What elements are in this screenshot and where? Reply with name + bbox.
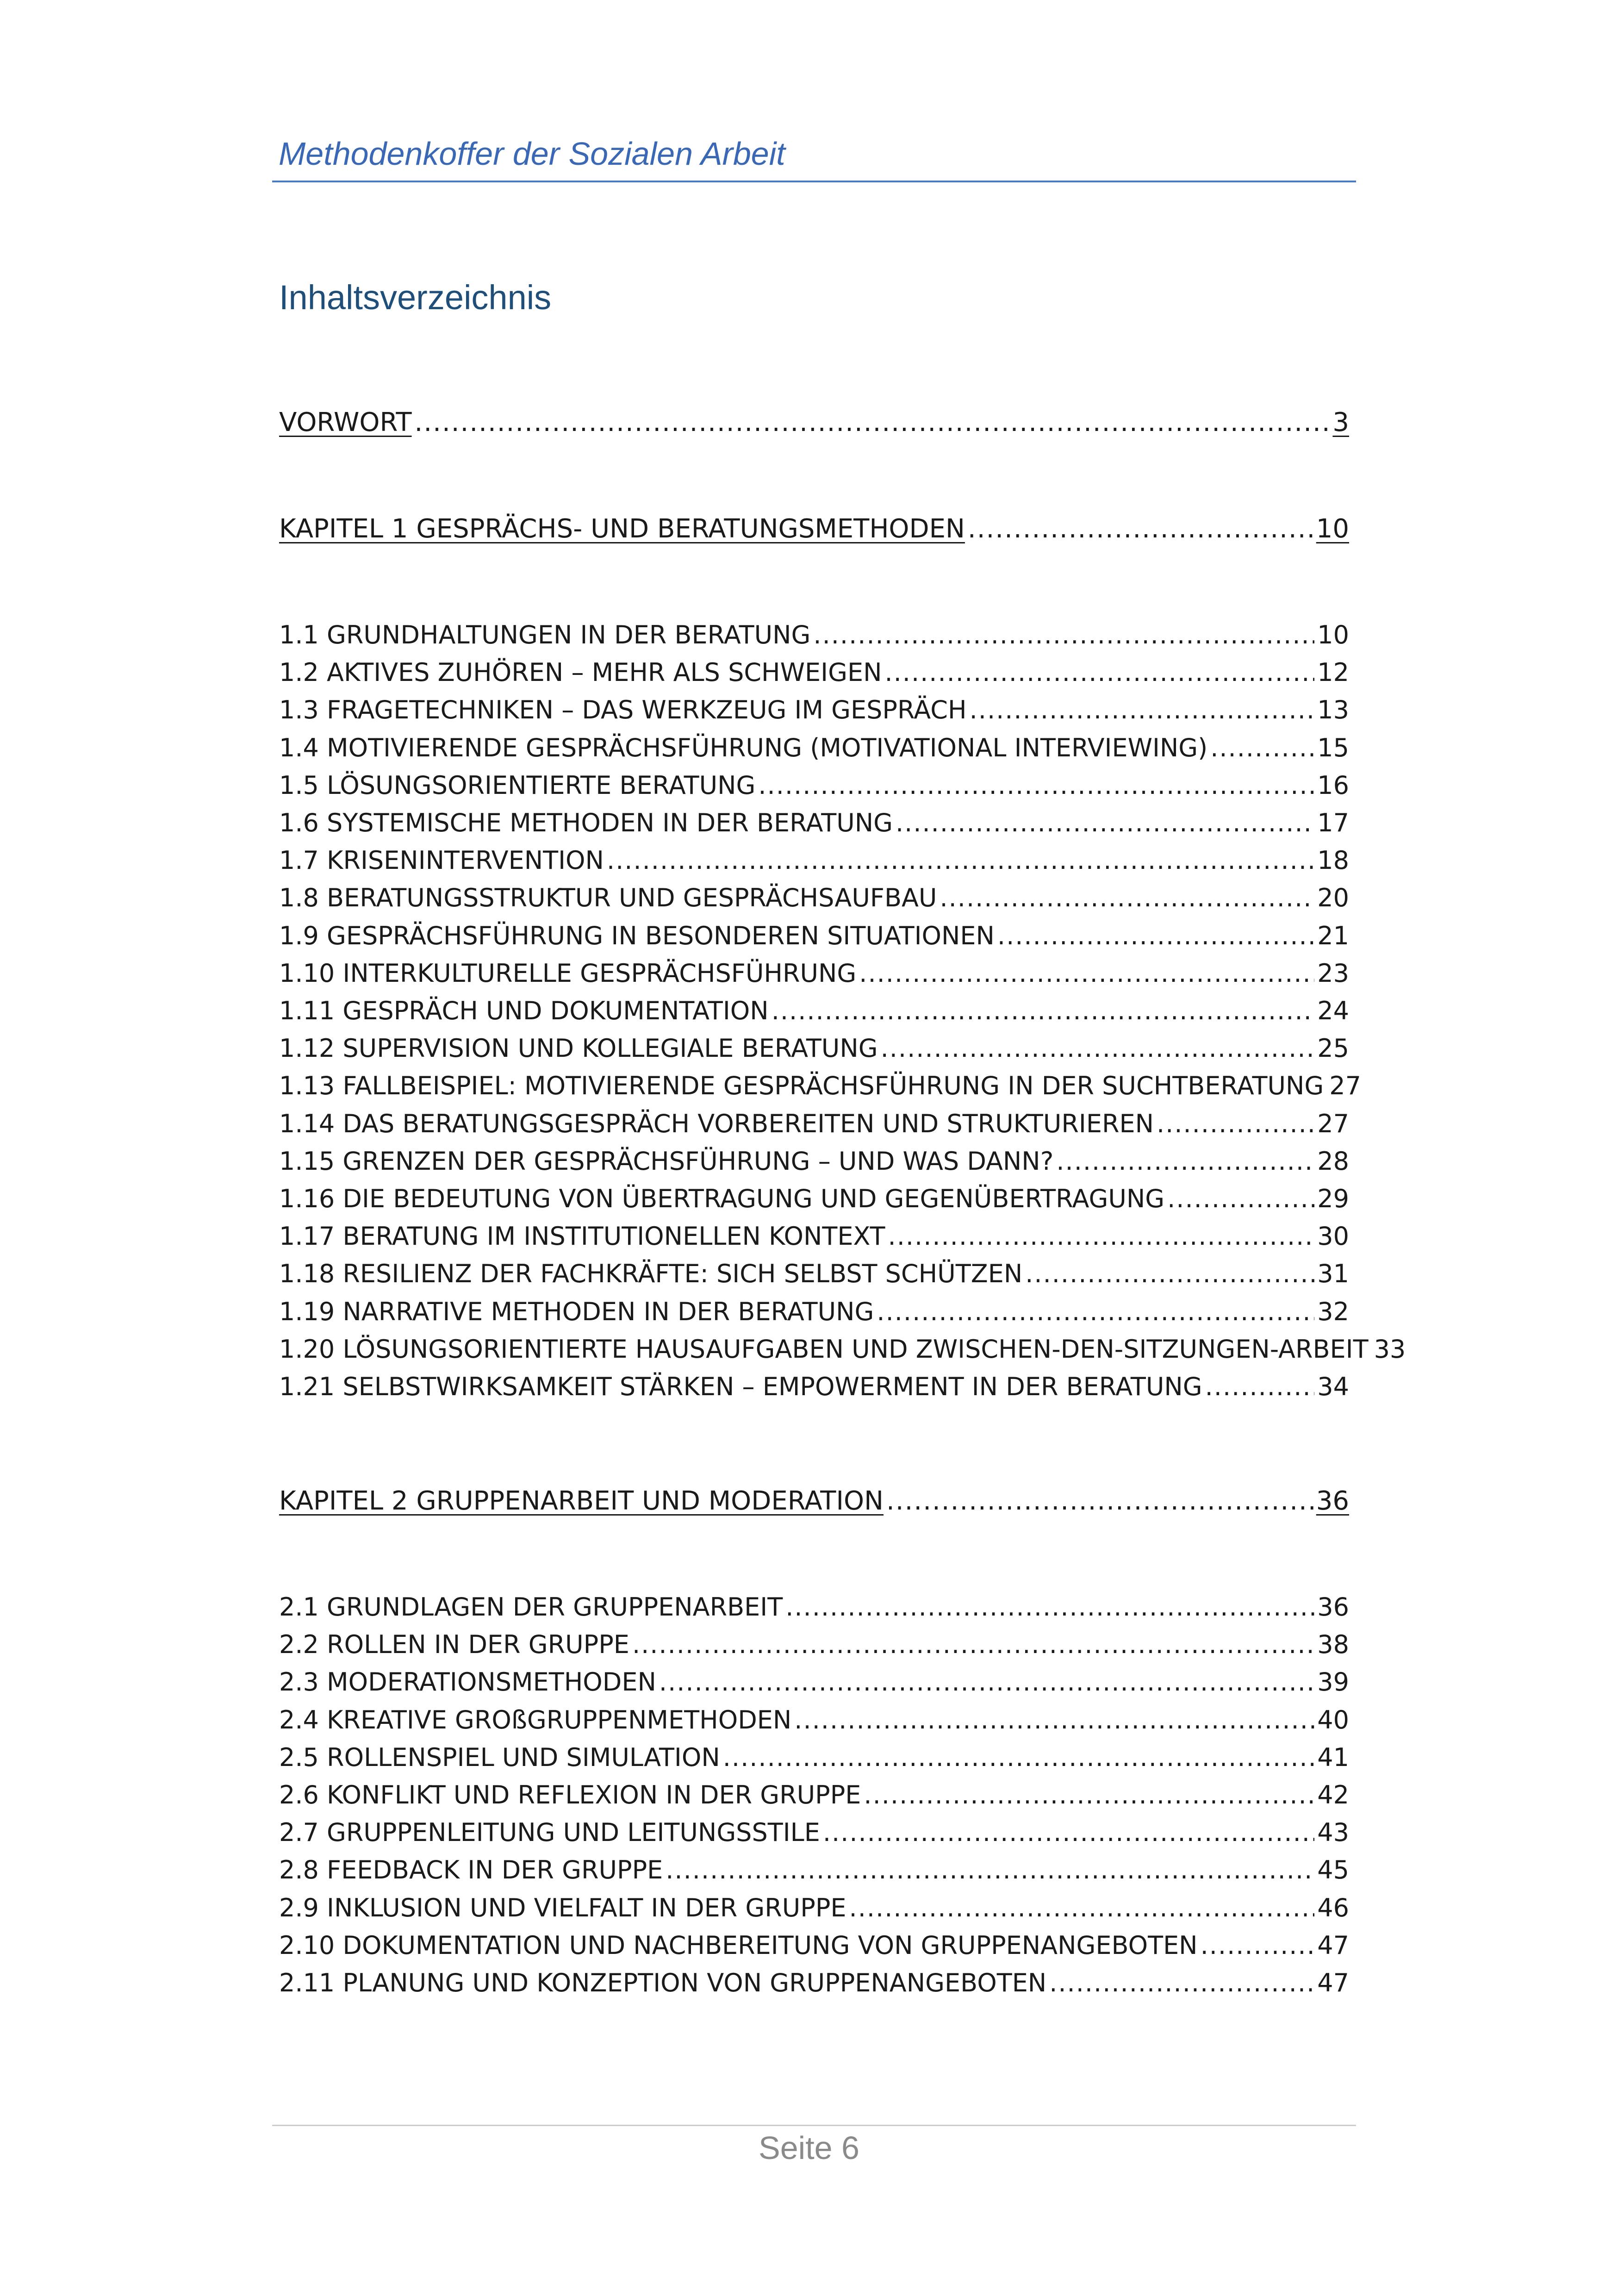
toc-dot-leader — [1210, 733, 1314, 762]
toc-entry-label: 1.2 AKTIVES ZUHÖREN – MEHR ALS SCHWEIGEN — [279, 658, 882, 687]
toc-entry-page: 47 — [1317, 1968, 1349, 1997]
toc-section-entry[interactable] — [279, 771, 1349, 800]
toc-entry-label: 2.1 GRUNDLAGEN DER GRUPPENARBEIT — [279, 1592, 783, 1622]
toc-entry-label: 1.15 GRENZEN DER GESPRÄCHSFÜHRUNG – UND WAS DANN? — [279, 1146, 1054, 1176]
toc-dot-leader — [1025, 1259, 1314, 1288]
toc-entry-page: 12 — [1317, 658, 1349, 687]
header-title: Methodenkoffer der Sozialen Arbeit — [279, 136, 785, 172]
toc-heading: Inhaltsverzeichnis — [279, 278, 552, 317]
toc-entry-label: 1.11 GESPRÄCH UND DOKUMENTATION — [279, 996, 769, 1025]
footer-divider — [272, 2125, 1356, 2126]
toc-section-entry[interactable] — [279, 1705, 1349, 1734]
toc-dot-leader — [884, 658, 1314, 687]
toc-section-entry[interactable] — [279, 959, 1349, 988]
toc-entry-page: 23 — [1317, 958, 1349, 988]
toc-entry-page: 3 — [1332, 407, 1349, 437]
toc-dot-leader — [1049, 1968, 1314, 1997]
toc-dot-leader — [632, 1630, 1314, 1659]
toc-section-entry[interactable] — [279, 1071, 1361, 1101]
toc-entry-page: 36 — [1316, 1486, 1349, 1516]
toc-dot-leader — [940, 883, 1314, 912]
toc-entry-page: 47 — [1317, 1930, 1349, 1960]
page-number: Seite 6 — [759, 2130, 859, 2166]
toc-dot-leader — [823, 1818, 1314, 1847]
toc-dot-leader — [864, 1780, 1314, 1809]
toc-entry-page: 36 — [1317, 1592, 1349, 1622]
toc-entry-page: 39 — [1317, 1667, 1349, 1697]
toc-entry-label: 1.4 MOTIVIERENDE GESPRÄCHSFÜHRUNG (MOTIVATIONAL INTERVIEWING) — [279, 733, 1208, 762]
toc-section-entry[interactable] — [279, 1667, 1349, 1697]
toc-entry-page: 42 — [1317, 1780, 1349, 1809]
toc-section-entry[interactable] — [279, 846, 1349, 875]
toc-entry-page: 45 — [1317, 1855, 1349, 1885]
toc-section-entry[interactable] — [279, 808, 1349, 837]
toc-entry-page: 40 — [1317, 1705, 1349, 1734]
toc-entry-label: KAPITEL 1 GESPRÄCHS- UND BERATUNGSMETHODEN — [279, 514, 965, 544]
toc-dot-leader — [877, 1297, 1314, 1326]
toc-section-entry[interactable] — [279, 1034, 1349, 1063]
toc-chapter-entry[interactable] — [279, 407, 1349, 437]
toc-entry-label: 1.8 BERATUNGSSTRUKTUR UND GESPRÄCHSAUFBAU — [279, 883, 937, 913]
toc-dot-leader — [813, 620, 1314, 649]
toc-dot-leader — [758, 771, 1314, 800]
toc-entry-label: 1.19 NARRATIVE METHODEN IN DER BERATUNG — [279, 1297, 874, 1326]
toc-section-entry[interactable] — [279, 695, 1349, 724]
toc-entry-page: 41 — [1317, 1742, 1349, 1772]
toc-entry-label: 2.2 ROLLEN IN DER GRUPPE — [279, 1630, 629, 1660]
toc-dot-leader — [785, 1592, 1314, 1622]
toc-entry-label: 1.20 LÖSUNGSORIENTIERTE HAUSAUFGABEN UND ZWISCHEN-DEN-SITZUNGEN-ARBEIT — [279, 1334, 1369, 1364]
toc-section-entry[interactable] — [279, 1630, 1349, 1659]
toc-dot-leader — [415, 407, 1330, 437]
toc-entry-label: 2.5 ROLLENSPIEL UND SIMULATION — [279, 1742, 720, 1772]
toc-section-entry[interactable] — [279, 1968, 1349, 1997]
toc-entry-page: 10 — [1317, 620, 1349, 649]
toc-entry-label: 2.3 MODERATIONSMETHODEN — [279, 1667, 656, 1697]
toc-entry-page: 29 — [1317, 1184, 1349, 1213]
toc-dot-leader — [896, 808, 1314, 837]
toc-entry-label: 1.16 DIE BEDEUTUNG VON ÜBERTRAGUNG UND GEGENÜBERTRAGUNG — [279, 1184, 1165, 1213]
toc-entry-page: 16 — [1317, 770, 1349, 800]
toc-entry-label: 1.18 RESILIENZ DER FACHKRÄFTE: SICH SELBST SCHÜTZEN — [279, 1259, 1023, 1289]
toc-entry-page: 13 — [1317, 695, 1349, 725]
toc-dot-leader — [1056, 1147, 1314, 1176]
toc-entry-page: 21 — [1317, 921, 1349, 950]
toc-section-entry[interactable] — [279, 1222, 1349, 1251]
toc-section-entry[interactable] — [279, 1184, 1349, 1213]
toc-dot-leader — [888, 1222, 1315, 1251]
toc-entry-page: 27 — [1329, 1071, 1361, 1101]
toc-section-entry[interactable] — [279, 1147, 1349, 1176]
toc-entry-page: 31 — [1317, 1259, 1349, 1289]
toc-section-entry[interactable] — [279, 1855, 1349, 1884]
toc-entry-page: 34 — [1317, 1372, 1349, 1401]
toc-dot-leader — [723, 1743, 1315, 1772]
toc-entry-label: 2.6 KONFLIKT UND REFLEXION IN DER GRUPPE — [279, 1780, 861, 1809]
toc-entry-page: 27 — [1317, 1109, 1349, 1138]
toc-entry-label: KAPITEL 2 GRUPPENARBEIT UND MODERATION — [279, 1486, 884, 1516]
toc-entry-page: 25 — [1317, 1034, 1349, 1063]
toc-dot-leader — [997, 921, 1314, 950]
toc-entry-page: 30 — [1317, 1222, 1349, 1251]
toc-section-entry[interactable] — [279, 1893, 1349, 1922]
toc-entry-page: 32 — [1317, 1297, 1349, 1326]
toc-entry-page: 20 — [1317, 883, 1349, 913]
toc-section-entry[interactable] — [279, 1743, 1349, 1772]
toc-entry-label: 2.10 DOKUMENTATION UND NACHBEREITUNG VON GRUPPENANGEBOTEN — [279, 1930, 1198, 1960]
toc-entry-label: 1.6 SYSTEMISCHE METHODEN IN DER BERATUNG — [279, 808, 893, 837]
toc-dot-leader — [772, 996, 1315, 1025]
toc-section-entry[interactable] — [279, 620, 1349, 649]
toc-section-entry[interactable] — [279, 1297, 1349, 1326]
toc-entry-page: 24 — [1317, 996, 1349, 1025]
toc-dot-leader — [881, 1034, 1315, 1063]
toc-section-entry[interactable] — [279, 1818, 1349, 1847]
toc-entry-label: VORWORT — [279, 407, 412, 437]
toc-dot-leader — [970, 695, 1315, 724]
toc-dot-leader — [968, 514, 1313, 544]
toc-section-entry[interactable] — [279, 658, 1349, 687]
toc-section-entry[interactable] — [279, 921, 1349, 950]
toc-dot-leader — [607, 846, 1314, 875]
toc-section-entry[interactable] — [279, 1592, 1349, 1622]
toc-chapter-entry[interactable] — [279, 1486, 1349, 1516]
toc-entry-label: 1.13 FALLBEISPIEL: MOTIVIERENDE GESPRÄCHSFÜHRUNG IN DER SUCHTBERATUNG — [279, 1071, 1324, 1101]
toc-dot-leader — [1157, 1109, 1314, 1138]
toc-entry-label: 1.17 BERATUNG IM INSTITUTIONELLEN KONTEXT — [279, 1222, 885, 1251]
toc-dot-leader — [666, 1855, 1314, 1884]
toc-chapter-entry[interactable] — [279, 514, 1349, 544]
toc-section-entry[interactable] — [279, 733, 1349, 762]
toc-section-entry[interactable] — [279, 1372, 1349, 1401]
toc-entry-page: 33 — [1374, 1334, 1406, 1364]
toc-entry-page: 10 — [1316, 514, 1349, 544]
toc-entry-label: 1.5 LÖSUNGSORIENTIERTE BERATUNG — [279, 770, 756, 800]
toc-dot-leader — [849, 1893, 1315, 1922]
toc-entry-label: 1.14 DAS BERATUNGSGESPRÄCH VORBEREITEN UND STRUKTURIEREN — [279, 1109, 1154, 1138]
toc-entry-label: 1.12 SUPERVISION UND KOLLEGIALE BERATUNG — [279, 1034, 878, 1063]
toc-section-entry[interactable] — [279, 1780, 1349, 1809]
toc-entry-label: 1.7 KRISENINTERVENTION — [279, 846, 604, 875]
toc-entry-page: 38 — [1317, 1630, 1349, 1660]
toc-entry-label: 1.10 INTERKULTURELLE GESPRÄCHSFÜHRUNG — [279, 958, 857, 988]
toc-entry-label: 1.21 SELBSTWIRKSAMKEIT STÄRKEN – EMPOWERMENT IN DER BERATUNG — [279, 1372, 1202, 1401]
toc-entry-page: 17 — [1317, 808, 1349, 837]
toc-dot-leader — [886, 1486, 1313, 1516]
toc-entry-page: 15 — [1317, 733, 1349, 762]
toc-section-entry[interactable] — [279, 996, 1349, 1025]
toc-entry-page: 28 — [1317, 1146, 1349, 1176]
toc-entry-page: 18 — [1317, 846, 1349, 875]
toc-entry-label: 2.8 FEEDBACK IN DER GRUPPE — [279, 1855, 663, 1885]
toc-dot-leader — [1205, 1372, 1315, 1401]
toc-dot-leader — [859, 959, 1314, 988]
toc-section-entry[interactable] — [279, 1109, 1349, 1138]
page-header — [272, 134, 1356, 182]
toc-dot-leader — [794, 1705, 1314, 1734]
toc-entry-page: 43 — [1317, 1818, 1349, 1847]
toc-section-entry[interactable] — [279, 1259, 1349, 1288]
toc-dot-leader — [1167, 1184, 1314, 1213]
toc-dot-leader — [659, 1667, 1314, 1697]
toc-entry-label: 2.4 KREATIVE GROßGRUPPENMETHODEN — [279, 1705, 792, 1734]
toc-entry-label: 1.9 GESPRÄCHSFÜHRUNG IN BESONDEREN SITUATIONEN — [279, 921, 995, 950]
toc-section-entry[interactable] — [279, 883, 1349, 912]
toc-entry-label: 2.7 GRUPPENLEITUNG UND LEITUNGSSTILE — [279, 1818, 820, 1847]
toc-entry-label: 1.1 GRUNDHALTUNGEN IN DER BERATUNG — [279, 620, 811, 649]
toc-section-entry[interactable] — [279, 1931, 1349, 1960]
toc-dot-leader — [1201, 1931, 1315, 1960]
toc-section-entry[interactable] — [279, 1334, 1406, 1364]
toc-entry-label: 2.9 INKLUSION UND VIELFALT IN DER GRUPPE — [279, 1893, 846, 1922]
toc-entry-label: 2.11 PLANUNG UND KONZEPTION VON GRUPPENANGEBOTEN — [279, 1968, 1047, 1997]
toc-entry-page: 46 — [1317, 1893, 1349, 1922]
toc-entry-label: 1.3 FRAGETECHNIKEN – DAS WERKZEUG IM GESPRÄCH — [279, 695, 967, 725]
